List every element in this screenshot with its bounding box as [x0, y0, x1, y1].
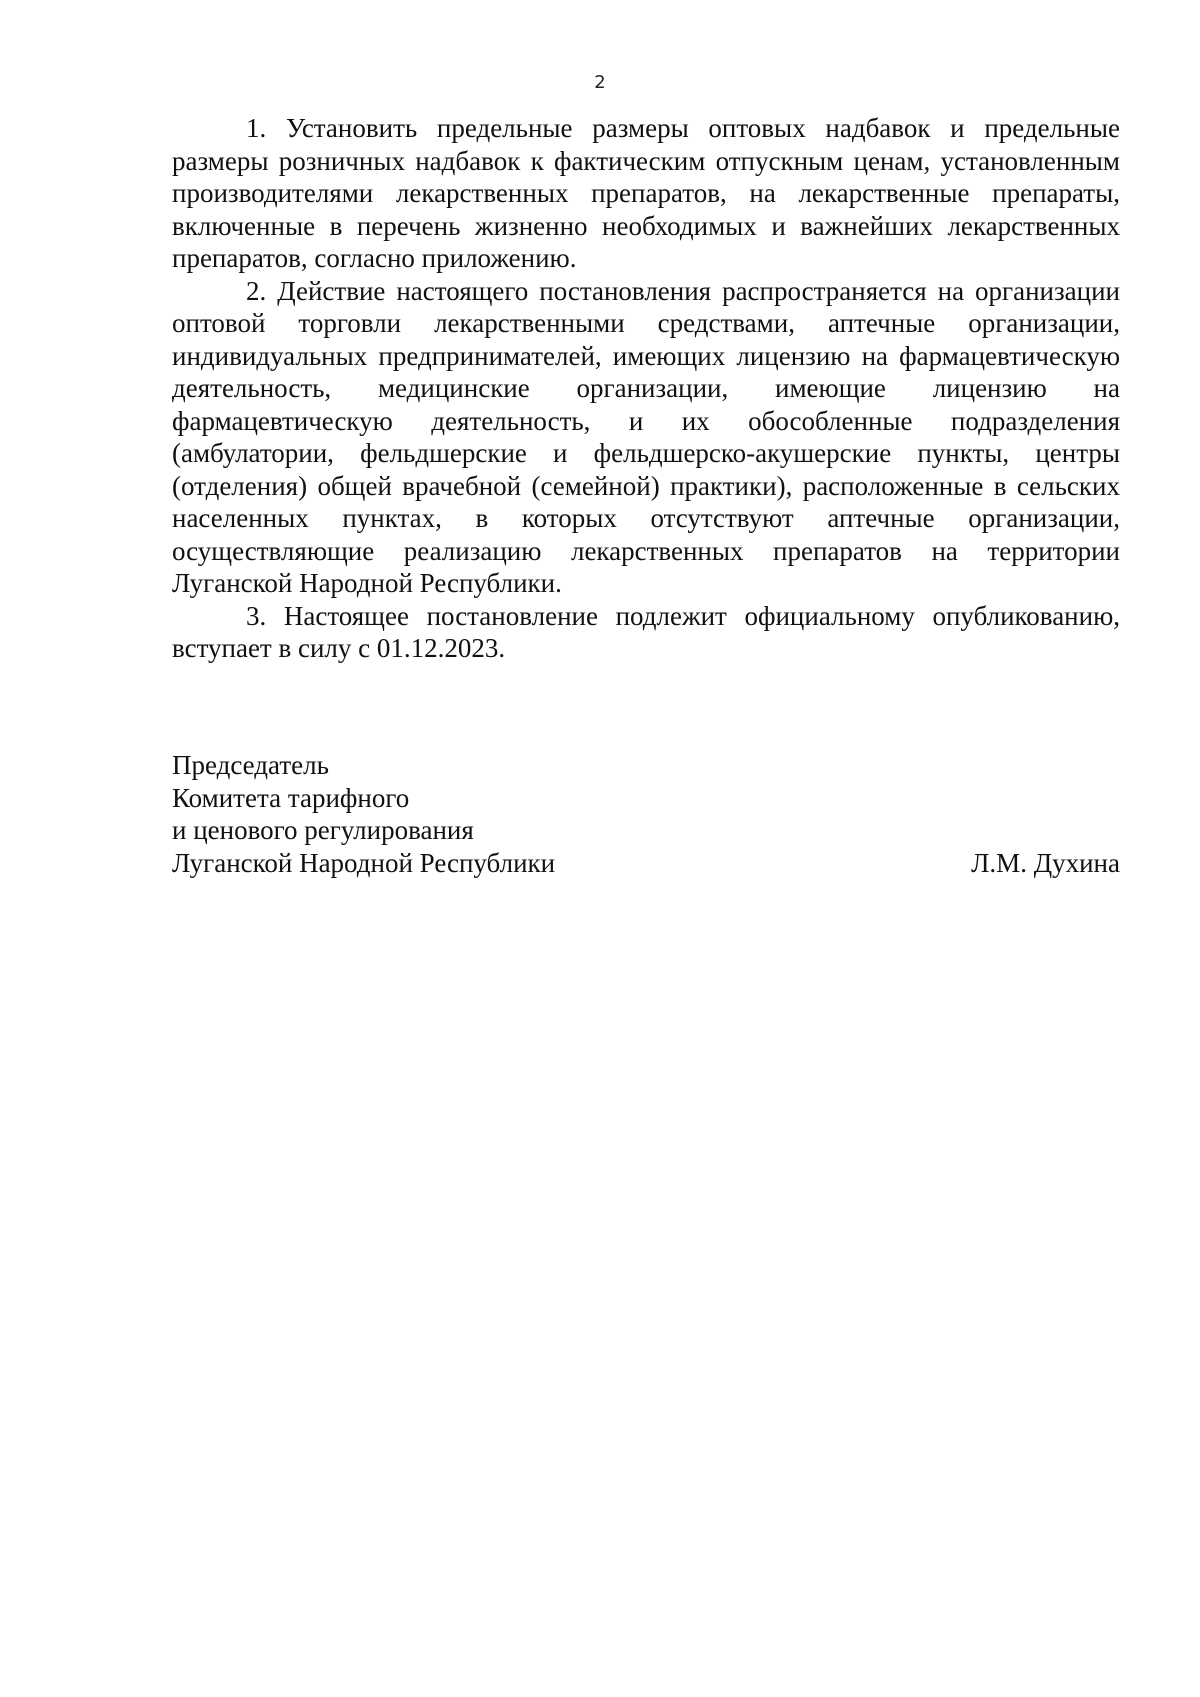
signature-block	[172, 749, 1120, 879]
paragraph-3: 3. Настоящее постановление подлежит официальному опубликованию, вступает в силу с 01.12.2023.	[172, 600, 1120, 663]
signatory-position-line-2: Комитета тарифного	[172, 782, 410, 813]
signatory-position-line-1: Председатель	[172, 750, 329, 780]
document-body	[172, 112, 1120, 665]
signatory-position-line-3: и ценового регулирования	[172, 815, 474, 845]
paragraph-1: 1. Установить предельные размеры оптовых надбавок и предельные размеры розничных надбавок к фактическим отпускным ценам, установленным производителями лекарственных препаратов, на лекарственные препараты, включенные в перечень жизненно необходимых и важнейших лекарственных препаратов, согласно приложению.	[172, 113, 1120, 273]
page-number: 2	[594, 72, 606, 93]
signatory-position-line-4: Луганской Народной Республики	[172, 847, 556, 878]
signatory-name: Л.М. Духина	[971, 847, 1120, 878]
paragraph-2: 2. Действие настоящего постановления распространяется на организации оптовой торговли лекарственными средствами, аптечные организации, индивидуальных предпринимателей, имеющих лицензию на фармацевтическую деятельность, медицинские организации, имеющие лицензию на фармацевтическую деятельность, и их обособленные подразделения (амбулатории, фельдшерские и фельдшерско-акушерские пункты, центры (отделения) общей врачебной (семейной) практики), расположенные в сельских населенных пунктах, в которых отсутствуют аптечные организации, осуществляющие реализацию лекарственных препаратов на территории Луганской Народной Республики.	[172, 275, 1120, 598]
signature-row	[172, 847, 1120, 880]
